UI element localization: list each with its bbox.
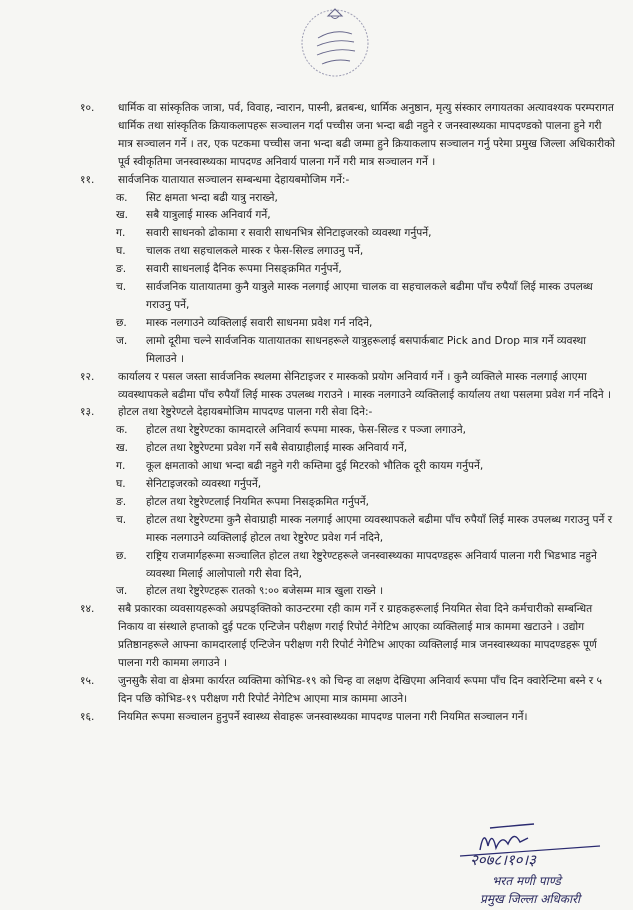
item-number: १३. (80, 406, 95, 419)
sub-item (0, 190, 633, 208)
sub-item-label: ज. (116, 334, 128, 347)
sub-item (0, 458, 633, 476)
sub-item (0, 476, 633, 494)
directive-list (0, 100, 633, 727)
signatory-title: प्रमुख जिल्ला अधिकारी (480, 892, 581, 906)
item-text: कार्यालय र पसल जस्ता सार्वजनिक स्थलमा सेनिटाइजर र मास्कको प्रयोग अनिवार्य गर्ने । कुनै व्यक्तिले मास्क नलगाई आएमा व्यवस्थापकले बढीमा पाँच रुपैयाँ लिई मास्क उपलब्ध गराउने । मास्क नलगाउने व्यक्तिलाई कार्यालय तथा पसलमा प्रवेश गर्न नदिने । (118, 370, 611, 401)
sub-item-text: मास्क नलगाउने व्यक्तिलाई सवारी साधनमा प्रवेश गर्न नदिने, (146, 316, 373, 329)
list-item (0, 601, 633, 673)
sub-item (0, 440, 633, 458)
item-number: १२. (80, 370, 95, 383)
office-seal-stamp (298, 6, 372, 80)
item-text: धार्मिक वा सांस्कृतिक जात्रा, पर्व, विवाह, न्वारान, पास्नी, ब्रतबन्ध, धार्मिक अनुष्ठान, मृत्यु संस्कार लगायतका अत्यावश्यक परम्परागत धार्मिक तथा सांस्कृतिक क्रियाकलापहरू सञ्चालन गर्दा पच्चीस जना भन्दा बढी नहुने र जनस्वास्थ्यका मापदण्डको पालना हुने गरी मात्र सञ्चालन गर्ने । तर, एक पटकमा पच्चीस जना भन्दा बढी जम्मा हुने क्रियाकलाप सञ्चालन गर्नु परेमा प्रमुख जिल्ला अधिकारीको पूर्व स्वीकृतिमा जनस्वास्थ्यका मापदण्ड अनिवार्य पालना गर्ने गरी मात्र सञ्चालन गर्ने । (118, 102, 616, 168)
sub-item-label: घ. (116, 478, 126, 491)
sub-item (0, 583, 633, 601)
sub-item-label: ख. (116, 209, 129, 222)
list-item (0, 369, 633, 405)
item-number: ११. (80, 173, 95, 186)
signature-block (430, 820, 630, 908)
sub-item (0, 243, 633, 261)
item-number: १४. (80, 603, 95, 616)
sub-item (0, 207, 633, 225)
sub-item-text: लामो दूरीमा चल्ने सार्वजनिक यातायातका साधनहरूले यात्रुहरूलाई बसपार्कबाट Pick and Drop मात्र गर्ने व्यवस्था मिलाउने । (146, 334, 586, 365)
sub-item-label: ग. (116, 460, 126, 473)
sub-item-text: चालक तथा सहचालकले मास्क र फेस-सिल्ड लगाउनु पर्ने, (146, 245, 364, 258)
sub-item-label: ङ. (116, 495, 127, 508)
sub-item-label: क. (116, 424, 128, 437)
sub-item-label: ख. (116, 442, 129, 455)
item-number: १०. (80, 102, 95, 114)
sub-item-text: होटल तथा रेष्टुरेण्टमा प्रवेश गर्ने सबै सेवाग्राहीलाई मास्क अनिवार्य गर्ने, (146, 442, 408, 455)
item-text: नियमित रूपमा सञ्चालन हुनुपर्ने स्वास्थ्य सेवाहरू जनस्वास्थ्यका मापदण्ड पालना गरी नियमित सञ्चालन गर्ने। (118, 710, 528, 723)
sub-item-text: राष्ट्रिय राजमार्गहरूमा सञ्चालित होटल तथा रेष्टुरेण्टहरूले जनस्वास्थ्यका मापदण्डहरू अनिवार्य पालना गरी भिडभाड नहुने व्यवस्था मिलाई आलोपालो गरी सेवा दिने, (146, 549, 597, 580)
list-item (0, 172, 633, 190)
item-text: होटल तथा रेष्टुरेण्टले देहायबमोजिम मापदण्ड पालना गरी सेवा दिने:- (118, 406, 373, 419)
signature-date: २०७८।१०।३ (470, 851, 536, 869)
sub-item (0, 261, 633, 279)
sub-item (0, 225, 633, 243)
sub-item-text: होटल तथा रेष्टुरेण्टहरू रातको ९:०० बजेसम्म मात्र खुला राख्ने । (146, 585, 384, 598)
sub-item-text: सवारी साधनको ढोकामा र सवारी साधनभित्र सेनिटाइजरको व्यवस्था गर्नुपर्ने, (146, 227, 432, 240)
sub-item-text: सबै यात्रुलाई मास्क अनिवार्य गर्ने, (146, 209, 271, 222)
sub-item-text: सवारी साधनलाई दैनिक रूपमा निसङ्क्रमित गर्नुपर्ने, (146, 263, 342, 276)
list-item (0, 673, 633, 709)
sub-item (0, 333, 633, 369)
sub-item-label: ङ. (116, 263, 127, 276)
list-item (0, 404, 633, 422)
sub-item-label: छ. (116, 549, 127, 562)
item-number: १६. (80, 710, 95, 723)
sub-item (0, 422, 633, 440)
sub-item (0, 548, 633, 584)
sub-item-text: सार्वजनिक यातायातमा कुनै यात्रुले मास्क नलगाई आएमा चालक वा सहचालकले बढीमा पाँच रुपैयाँ लिई मास्क उपलब्ध गराउनु पर्ने, (146, 281, 593, 311)
sub-item-label: ग. (116, 227, 126, 240)
sub-item-label: क. (116, 191, 128, 204)
sub-item-text: सेनिटाइजरको व्यवस्था गर्नुपर्ने, (146, 478, 262, 491)
sub-item (0, 494, 633, 512)
item-text: सार्वजनिक यातायात सञ्चालन सम्बन्धमा देहायबमोजिम गर्ने:- (118, 173, 350, 186)
item-number: १५. (80, 675, 95, 687)
item-text: जुनसुकै सेवा वा क्षेत्रमा कार्यरत व्यक्तिमा कोभिड-१९ को चिन्ह वा लक्षण देखिएमा अनिवार्य रूपमा पाँच दिन क्वारेन्टिमा बस्ने र ५ दिन पछि कोभिड-१९ परीक्षण गरी रिपोर्ट नेगेटिभ आएमा मात्र काममा आउने। (118, 675, 603, 705)
sub-item-label: ज. (116, 585, 128, 598)
sub-item-text: होटल तथा रेष्टुरेण्टलाई नियमित रूपमा निसङ्क्रमित गर्नुपर्ने, (146, 495, 369, 508)
signatory-name: भरत मणी पाण्डे (492, 874, 561, 888)
sub-item-text: होटल तथा रेष्टुरेण्टमा कुनै सेवाग्राही मास्क नलगाई आएमा व्यवस्थापकले बढीमा पाँच रुपैयाँ लिई मास्क उपलब्ध गराउनु पर्ने र मास्क नलगाउने व्यक्तिलाई होटल तथा रेष्टुरेण्ट प्रवेश गर्न नदिने, (146, 513, 613, 544)
item-text: सबै प्रकारका व्यवसायहरूको अग्रपङ्क्तिको काउन्टरमा रही काम गर्ने र ग्राहकहरूलाई नियमित सेवा दिने कर्मचारीको सम्बन्धित निकाय वा संस्थाले हप्ताको दुई पटक एन्टिजेन परीक्षण गराई रिपोर्ट नेगेटिभ आएका व्यक्तिलाई मात्र काममा खटाउने । उद्योग प्रतिष्ठानहरूले आफ्ना कामदारलाई एन्टिजेन परीक्षण गरी रिपोर्ट नेगेटिभ आएका व्यक्तिलाई मात्र जनस्वास्थ्यका मापदण्डहरू पूर्ण पालना गरी काममा लगाउने । (118, 603, 597, 670)
sub-item-label: छ. (116, 316, 127, 329)
sub-item (0, 279, 633, 315)
sub-item (0, 315, 633, 333)
sub-item (0, 512, 633, 548)
sub-item-label: च. (116, 513, 127, 526)
sub-item-label: च. (116, 281, 127, 294)
list-item (0, 100, 633, 172)
sub-item-text: होटल तथा रेष्टुरेण्टका कामदारले अनिवार्य रूपमा मास्क, फेस-सिल्ड र पञ्जा लगाउने, (146, 424, 466, 437)
sub-item-text: सिट क्षमता भन्दा बढी यात्रु नराख्ने, (146, 191, 278, 204)
sub-item-label: घ. (116, 245, 126, 258)
sub-item-text: कूल क्षमताको आधा भन्दा बढी नहुने गरी कम्तिमा दुई मिटरको भौतिक दूरी कायम गर्नुपर्ने, (146, 460, 484, 473)
list-item (0, 709, 633, 727)
